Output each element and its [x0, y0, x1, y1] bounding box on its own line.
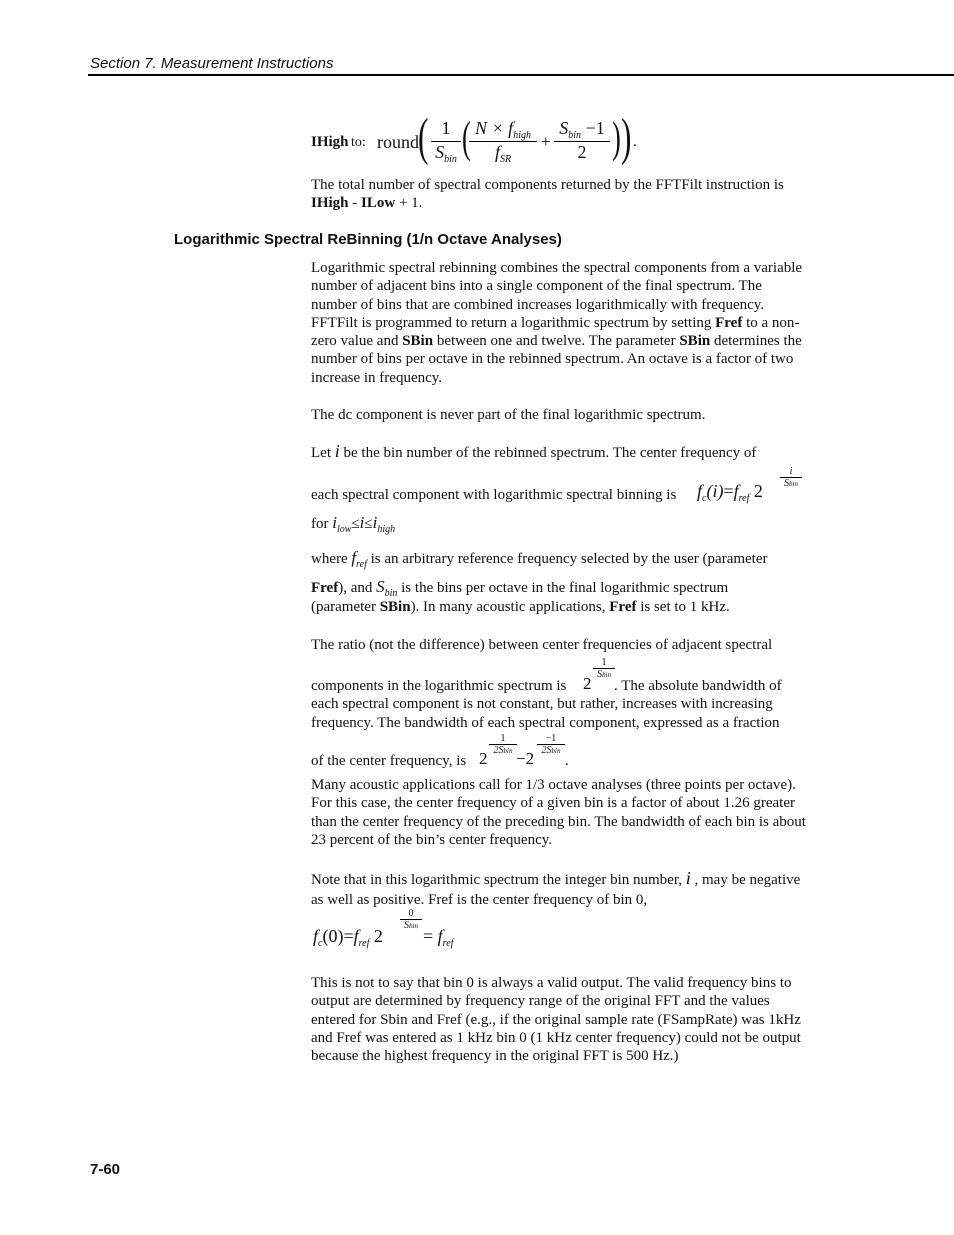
fraction-denominator: 2 [554, 141, 610, 163]
center-frequency-formula: $f_c(i)=f_{ref}$ 2 [697, 481, 763, 504]
ratio-base: 2 [583, 674, 592, 693]
formula-period: . [633, 134, 637, 150]
plus-sign: + [541, 132, 551, 151]
section-heading: Logarithmic Spectral ReBinning (1/n Octave Analyses) [174, 231, 562, 248]
bandwidth-base: 2 [479, 749, 488, 768]
inner-left-paren: ( [462, 113, 471, 162]
let-i-line: Let i be the bin number of the rebinned spectrum. The center frequency of [311, 441, 757, 461]
header-rule [88, 74, 954, 76]
outer-right-paren: ) [621, 109, 632, 166]
fraction-numerator: $S_{bin} -1$ [559, 118, 605, 141]
bin-range-line: for $i_{low}\le i\le i_{high}$ [311, 513, 396, 535]
fraction-denominator: $S_{bin}$ [431, 141, 461, 163]
center-frequency-formula-line: each spectral component with logarithmic spectral binning is $f_c(i)=f_{ref}$ 2 i Sbin [311, 466, 831, 506]
bandwidth-exponent-b: −1 2Sbin [537, 733, 565, 757]
fraction-numerator: $N \times f_{high}$ [475, 118, 531, 141]
fraction-sbin-minus-one-over-two [554, 118, 610, 163]
bandwidth-formula-line: of the center frequency, is 2 1 2Sbin −2 −1 2Sbin . [311, 733, 569, 769]
note-paragraph: Note that in this logarithmic spectrum the integer bin number, i , may be negative as well as positive. Fref is the center frequency of bin 0, [311, 868, 801, 908]
fraction-numerator: 1 [441, 118, 451, 138]
ihigh-to: to: [351, 135, 366, 150]
fraction-n-fhigh-over-fsr [469, 118, 537, 163]
exponent-fraction: i Sbin [780, 466, 802, 490]
fraction-one-over-sbin [431, 118, 461, 163]
inner-right-paren: ) [612, 113, 621, 162]
outer-left-paren: ( [418, 109, 429, 166]
where-paragraph: where $f_{ref}$ is an arbitrary reference frequency selected by the user (parameter Fref), and $S_{bin}$ is the bins per octave in the final logarithmic spectrum [311, 548, 768, 599]
ihigh-label: IHigh [311, 134, 349, 150]
parameter-sbin-line: (parameter SBin). In many acoustic applications, Fref is set to 1 kHz. [311, 599, 730, 615]
dc-component-paragraph: The dc component is never part of the final logarithmic spectrum. [311, 407, 706, 423]
page-number: 7-60 [90, 1161, 121, 1178]
section-header: Section 7. Measurement Instructions [90, 55, 334, 72]
ratio-formula-line: components in the logarithmic spectrum is 2 1 Sbin [311, 656, 811, 696]
total-components-paragraph: The total number of spectral components returned by the FFTFilt instruction is IHigh - ILow + 1. [311, 177, 784, 212]
ihigh-formula [311, 109, 651, 174]
round-function: round [377, 132, 419, 152]
valid-output-paragraph: This is not to say that bin 0 is always a valid output. The valid frequency bins to output are determined by frequency range of the original FFT and the values entered for Sbin and Fref (e.g., if the original sample rate (FSampRate) was 1kHz and Fref was entered as 1 kHz bin 0 (1 kHz center frequency) could not be output because the highest frequency in the original FFT is 500 Hz.) [311, 975, 801, 1065]
fc0-formula: $f_c(0)=f_{ref}$ 2 0 Sbin = $f_{ref}$ [313, 908, 454, 949]
ratio-exponent: 1 Sbin [593, 657, 615, 681]
ratio-line: The ratio (not the difference) between center frequencies of adjacent spectral [311, 637, 773, 653]
fc0-exponent: 0 Sbin [400, 908, 422, 932]
rebinning-paragraph: Logarithmic spectral rebinning combines the spectral components from a variable number of adjacent bins into a single component of the final spectrum. The number of bins that are combined increases logarithmically with frequency. FFTFilt is programmed to return a logarithmic spectrum by setting Fref to a non-zero value and SBin between one and twelve. The parameter SBin determines the number of bins per octave in the rebinned spectrum. An octave is a factor of two increase in frequency. [311, 260, 803, 386]
bandwidth-exponent-a: 1 2Sbin [489, 733, 517, 757]
fraction-denominator: $f_{SR}$ [469, 141, 537, 163]
bandwidth-minus: −2 [516, 749, 535, 768]
octave-paragraph: Many acoustic applications call for 1/3 octave analyses (three points per octave). For this case, the center frequency of a given bin is a factor of about 1.26 greater than the center frequency of the preceding bin. The bandwidth of each bin is about 23 percent of the bin’s center frequency. [311, 777, 806, 848]
bandwidth-paragraph: . The absolute bandwidth of each spectral component is not constant, but rather, increases with increasing frequency. The bandwidth of each spectral component, expressed as a fraction [311, 678, 782, 731]
